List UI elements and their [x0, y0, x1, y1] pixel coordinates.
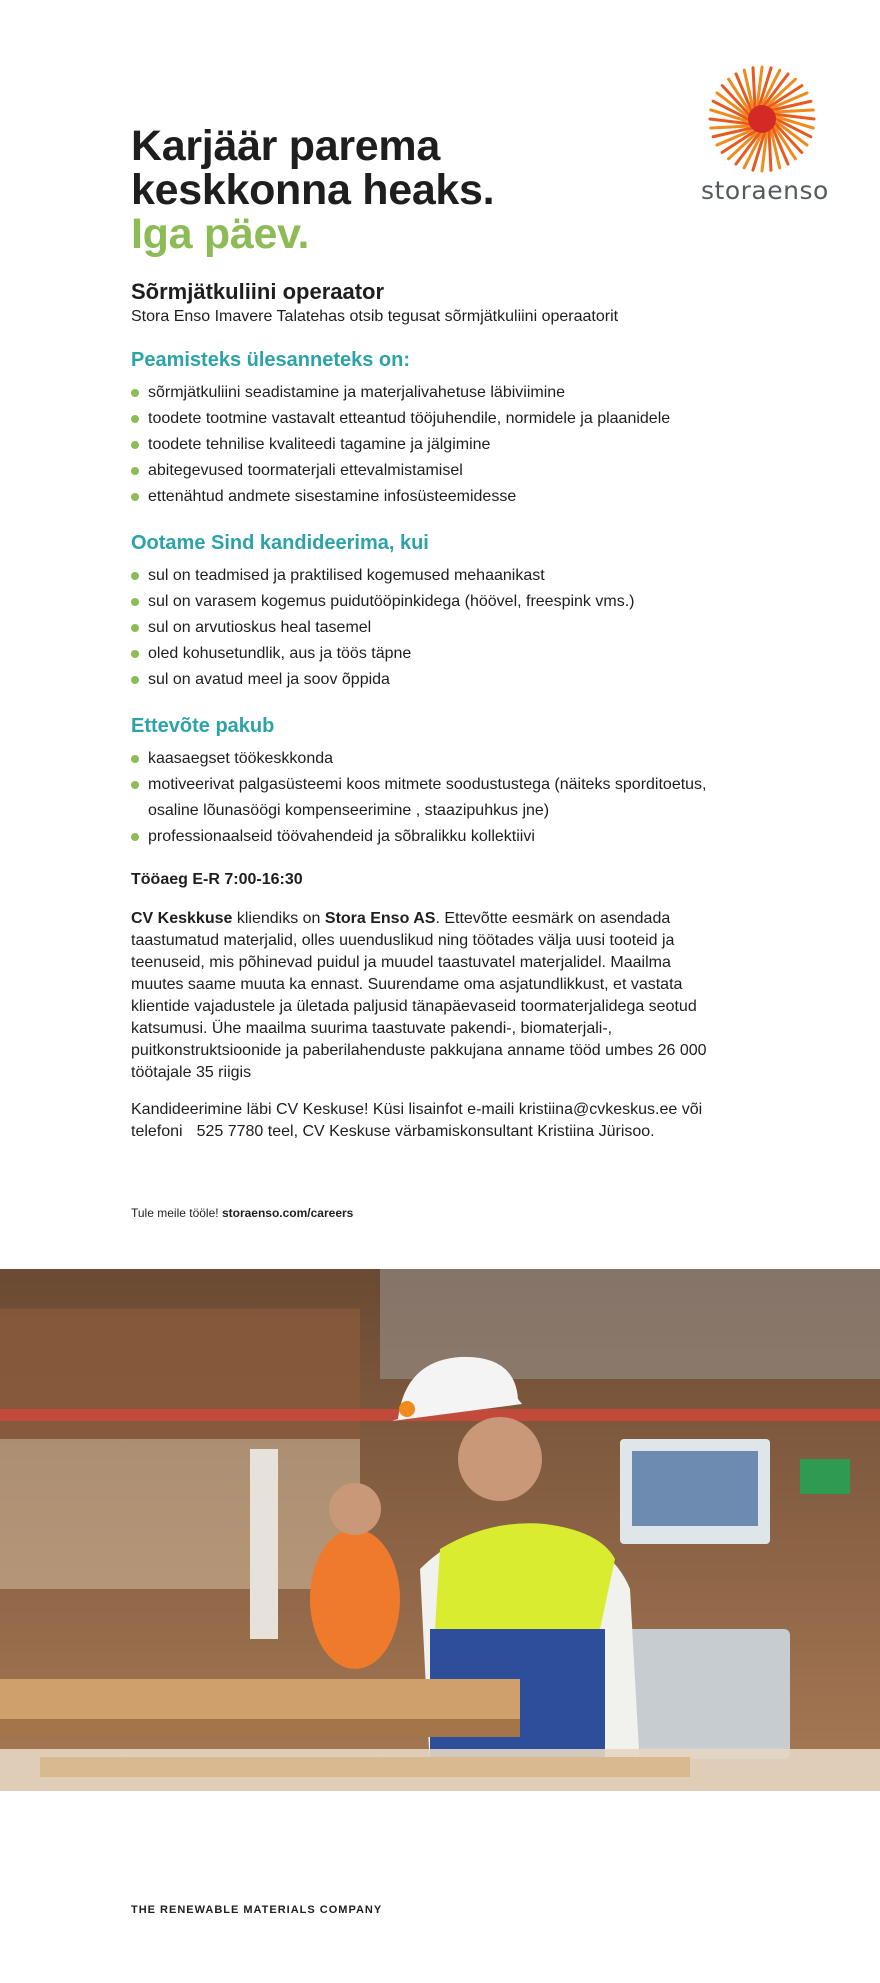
requirements-list	[131, 563, 711, 693]
headline-line-2: keskkonna heaks.	[131, 166, 495, 214]
job-title: Sõrmjätkuliini operaator	[131, 279, 385, 304]
about-text-2: . Ettevõtte eesmärk on asendada taastumatud materjalid, olles uuenduslikud ning töötades välja uusi tooteid ja teenuseid, mis põhinevad puidul ja muudel taastuvatel materjalidel. Maailma muutes saame muuta ka ennast. Suurendame oma asjatundlikkust, et vastata klientide vajadustele ja ületada paljusid tänapäevaseid toormaterjalidega seotud katsumusi. Ühe maailma suurima taastuvate pakendi-, biomaterjali-, puitkonstruktsioonide ja paberilahenduste pakkujana anname tööd umbes 26 000 töötajale 35 riigis	[131, 910, 707, 1081]
company-tagline: THE RENEWABLE MATERIALS COMPANY	[131, 1904, 383, 1916]
list-item: sul on teadmised ja praktilised kogemused mehaanikast	[131, 563, 711, 589]
list-item: professionaalseid töövahendeid ja sõbralikku kollektiivi	[131, 824, 711, 850]
factory-worker-photo	[0, 1269, 880, 1791]
duties-heading: Peamisteks ülesanneteks on:	[131, 349, 411, 371]
about-text-1: kliendiks on	[232, 910, 325, 927]
list-item: oled kohusetundlik, aus ja töös täpne	[131, 641, 711, 667]
apply-paragraph	[131, 1099, 711, 1143]
list-item: sul on varasem kogemus puidutööpinkidega (höövel, freespink vms.)	[131, 589, 711, 615]
list-item: abitegevused toormaterjali ettevalmistamisel	[131, 458, 711, 484]
requirements-heading: Ootame Sind kandideerima, kui	[131, 532, 429, 554]
list-item: motiveerivat palgasüsteemi koos mitmete soodustustega (näiteks sporditoetus, osaline lõunasöögi kompenseerimine , staazipuhkus jne)	[131, 772, 711, 824]
headline-line-1: Karjäär parema	[131, 122, 440, 170]
sun-burst-icon	[701, 64, 823, 174]
careers-prefix: Tule meile tööle!	[131, 1206, 222, 1220]
offer-list	[131, 746, 711, 850]
stora-enso-logo	[701, 64, 829, 205]
duties-list	[131, 380, 711, 510]
list-item: toodete tehnilise kvaliteedi tagamine ja jälgimine	[131, 432, 711, 458]
headline-line-3: Iga päev.	[131, 210, 310, 258]
worker-photo-illustration	[0, 1269, 880, 1791]
apply-text-2: 525 7780 teel, CV Keskuse värbamiskonsultant Kristiina Jürisoo.	[196, 1123, 655, 1140]
job-subtitle: Stora Enso Imavere Talatehas otsib tegusat sõrmjätkuliini operaatorit	[131, 308, 619, 325]
list-item: kaasaegset töökeskkonda	[131, 746, 711, 772]
careers-link[interactable]: storaenso.com/careers	[221, 1206, 354, 1220]
agency-name: CV Keskkuse	[131, 910, 233, 927]
about-paragraph	[131, 908, 711, 1084]
list-item: ettenähtud andmete sisestamine infosüsteemidesse	[131, 484, 711, 510]
logo-ray	[711, 126, 750, 128]
working-hours: Tööaeg E-R 7:00-16:30	[131, 871, 303, 888]
list-item: sul on arvutioskus heal tasemel	[131, 615, 711, 641]
offer-heading: Ettevõte pakub	[131, 715, 275, 737]
list-item: toodete tootmine vastavalt etteantud tööjuhendile, normidele ja plaanidele	[131, 406, 711, 432]
job-ad-body	[131, 278, 711, 1158]
list-item: sõrmjätkuliini seadistamine ja materjalivahetuse läbiviimine	[131, 380, 711, 406]
logo-wordmark: storaenso	[701, 176, 829, 205]
apply-text-1: Kandideerimine läbi CV Keskuse! Küsi lisainfot e-maili kristiina@cvkeskus.ee või telefoni	[131, 1101, 703, 1140]
logo-ray	[774, 110, 813, 112]
list-item: sul on avatud meel ja soov õppida	[131, 667, 711, 693]
headline	[131, 124, 494, 256]
logo-ray	[769, 131, 771, 170]
careers-line	[131, 1206, 353, 1220]
company-name: Stora Enso AS	[324, 910, 436, 927]
logo-ray	[753, 68, 755, 107]
